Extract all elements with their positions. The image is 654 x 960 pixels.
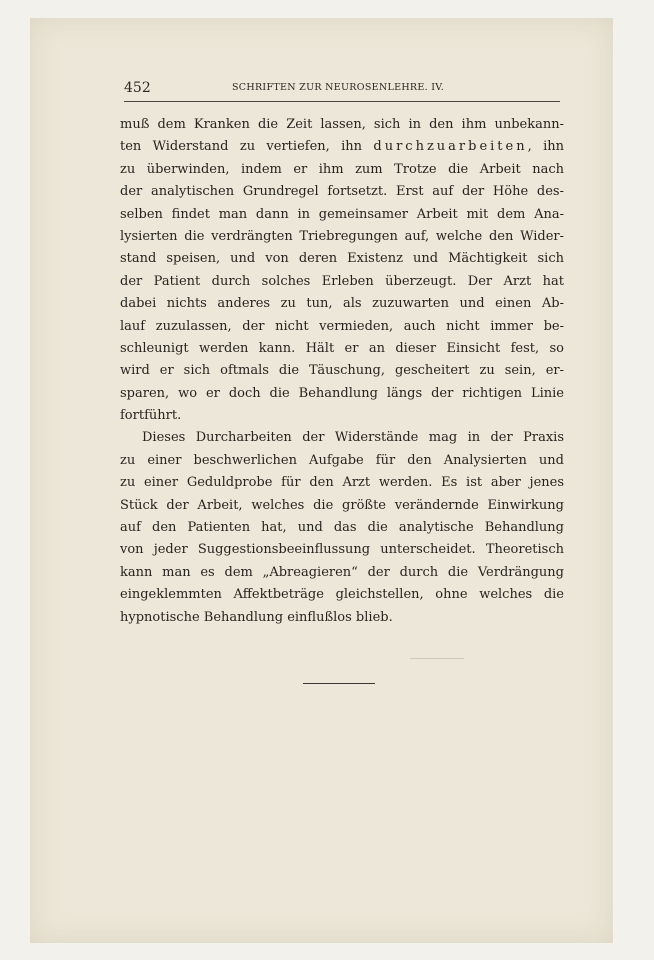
text-segment: , ihn — [527, 139, 564, 155]
text-line: auf den Patienten hat, und das die analytische Behandlung — [120, 520, 564, 536]
text-line: Dieses Durcharbeiten der Widerstände mag in der Praxis — [142, 430, 564, 446]
text-line: der analytischen Grundregel fortsetzt. Erst auf der Höhe des- — [120, 184, 564, 200]
text-line: hypnotische Behandlung einflußlos blieb. — [120, 609, 393, 625]
text-line: wird er sich oftmals die Täuschung, gescheitert zu sein, er- — [120, 363, 564, 379]
text-line: muß dem Kranken die Zeit lassen, sich in den ihm unbekann- — [120, 117, 564, 132]
page-header — [124, 80, 560, 102]
text-line: fortführt. — [120, 408, 182, 424]
text-line: kann man es dem „Abreagieren“ der durch die Verdrängung — [120, 564, 564, 580]
body-text — [120, 114, 564, 629]
text-line — [120, 136, 564, 158]
text-line: zu einer Geduldprobe für den Arzt werden. Es ist aber jenes — [120, 475, 564, 491]
show-through-mark — [410, 658, 464, 659]
emphasized-word: durchzuarbeiten — [373, 139, 528, 155]
running-head: SCHRIFTEN ZUR NEUROSENLEHRE. IV. — [232, 82, 445, 93]
text-line: Stück der Arbeit, welches die größte verändernde Einwirkung — [120, 497, 564, 513]
text-line: lysierten die verdrängten Triebregungen auf, welche den Wider- — [120, 228, 564, 244]
paragraph-2 — [120, 427, 564, 629]
text-line: stand speisen, und von deren Existenz und Mächtigkeit sich — [120, 251, 564, 267]
text-line: der Patient durch solches Erleben überzeugt. Der Arzt hat — [120, 273, 564, 289]
text-line: lauf zuzulassen, der nicht vermieden, auch nicht immer be- — [120, 318, 564, 334]
text-line: zu überwinden, indem er ihm zum Trotze die Arbeit nach — [120, 161, 564, 177]
text-line: dabei nichts anderes zu tun, als zuzuwarten und einen Ab- — [120, 296, 564, 312]
page-number: 452 — [124, 80, 151, 96]
text-line: selben findet man dann in gemeinsamer Arbeit mit dem Ana- — [120, 206, 564, 222]
text-line: sparen, wo er doch die Behandlung längs der richtigen Linie — [120, 385, 564, 401]
text-line: von jeder Suggestionsbeeinflussung unterscheidet. Theoretisch — [120, 542, 564, 558]
paragraph-1 — [120, 114, 564, 427]
header-rule — [124, 101, 560, 102]
text-line: zu einer beschwerlichen Aufgabe für den Analysierten und — [120, 452, 564, 468]
text-line: eingeklemmten Affektbeträge gleichstellen, ohne welches die — [120, 587, 564, 603]
section-end-rule — [303, 683, 375, 684]
text-line: schleunigt werden kann. Hält er an dieser Einsicht fest, so — [120, 340, 564, 356]
text-segment: ten Widerstand zu vertiefen, ihn — [120, 139, 374, 155]
